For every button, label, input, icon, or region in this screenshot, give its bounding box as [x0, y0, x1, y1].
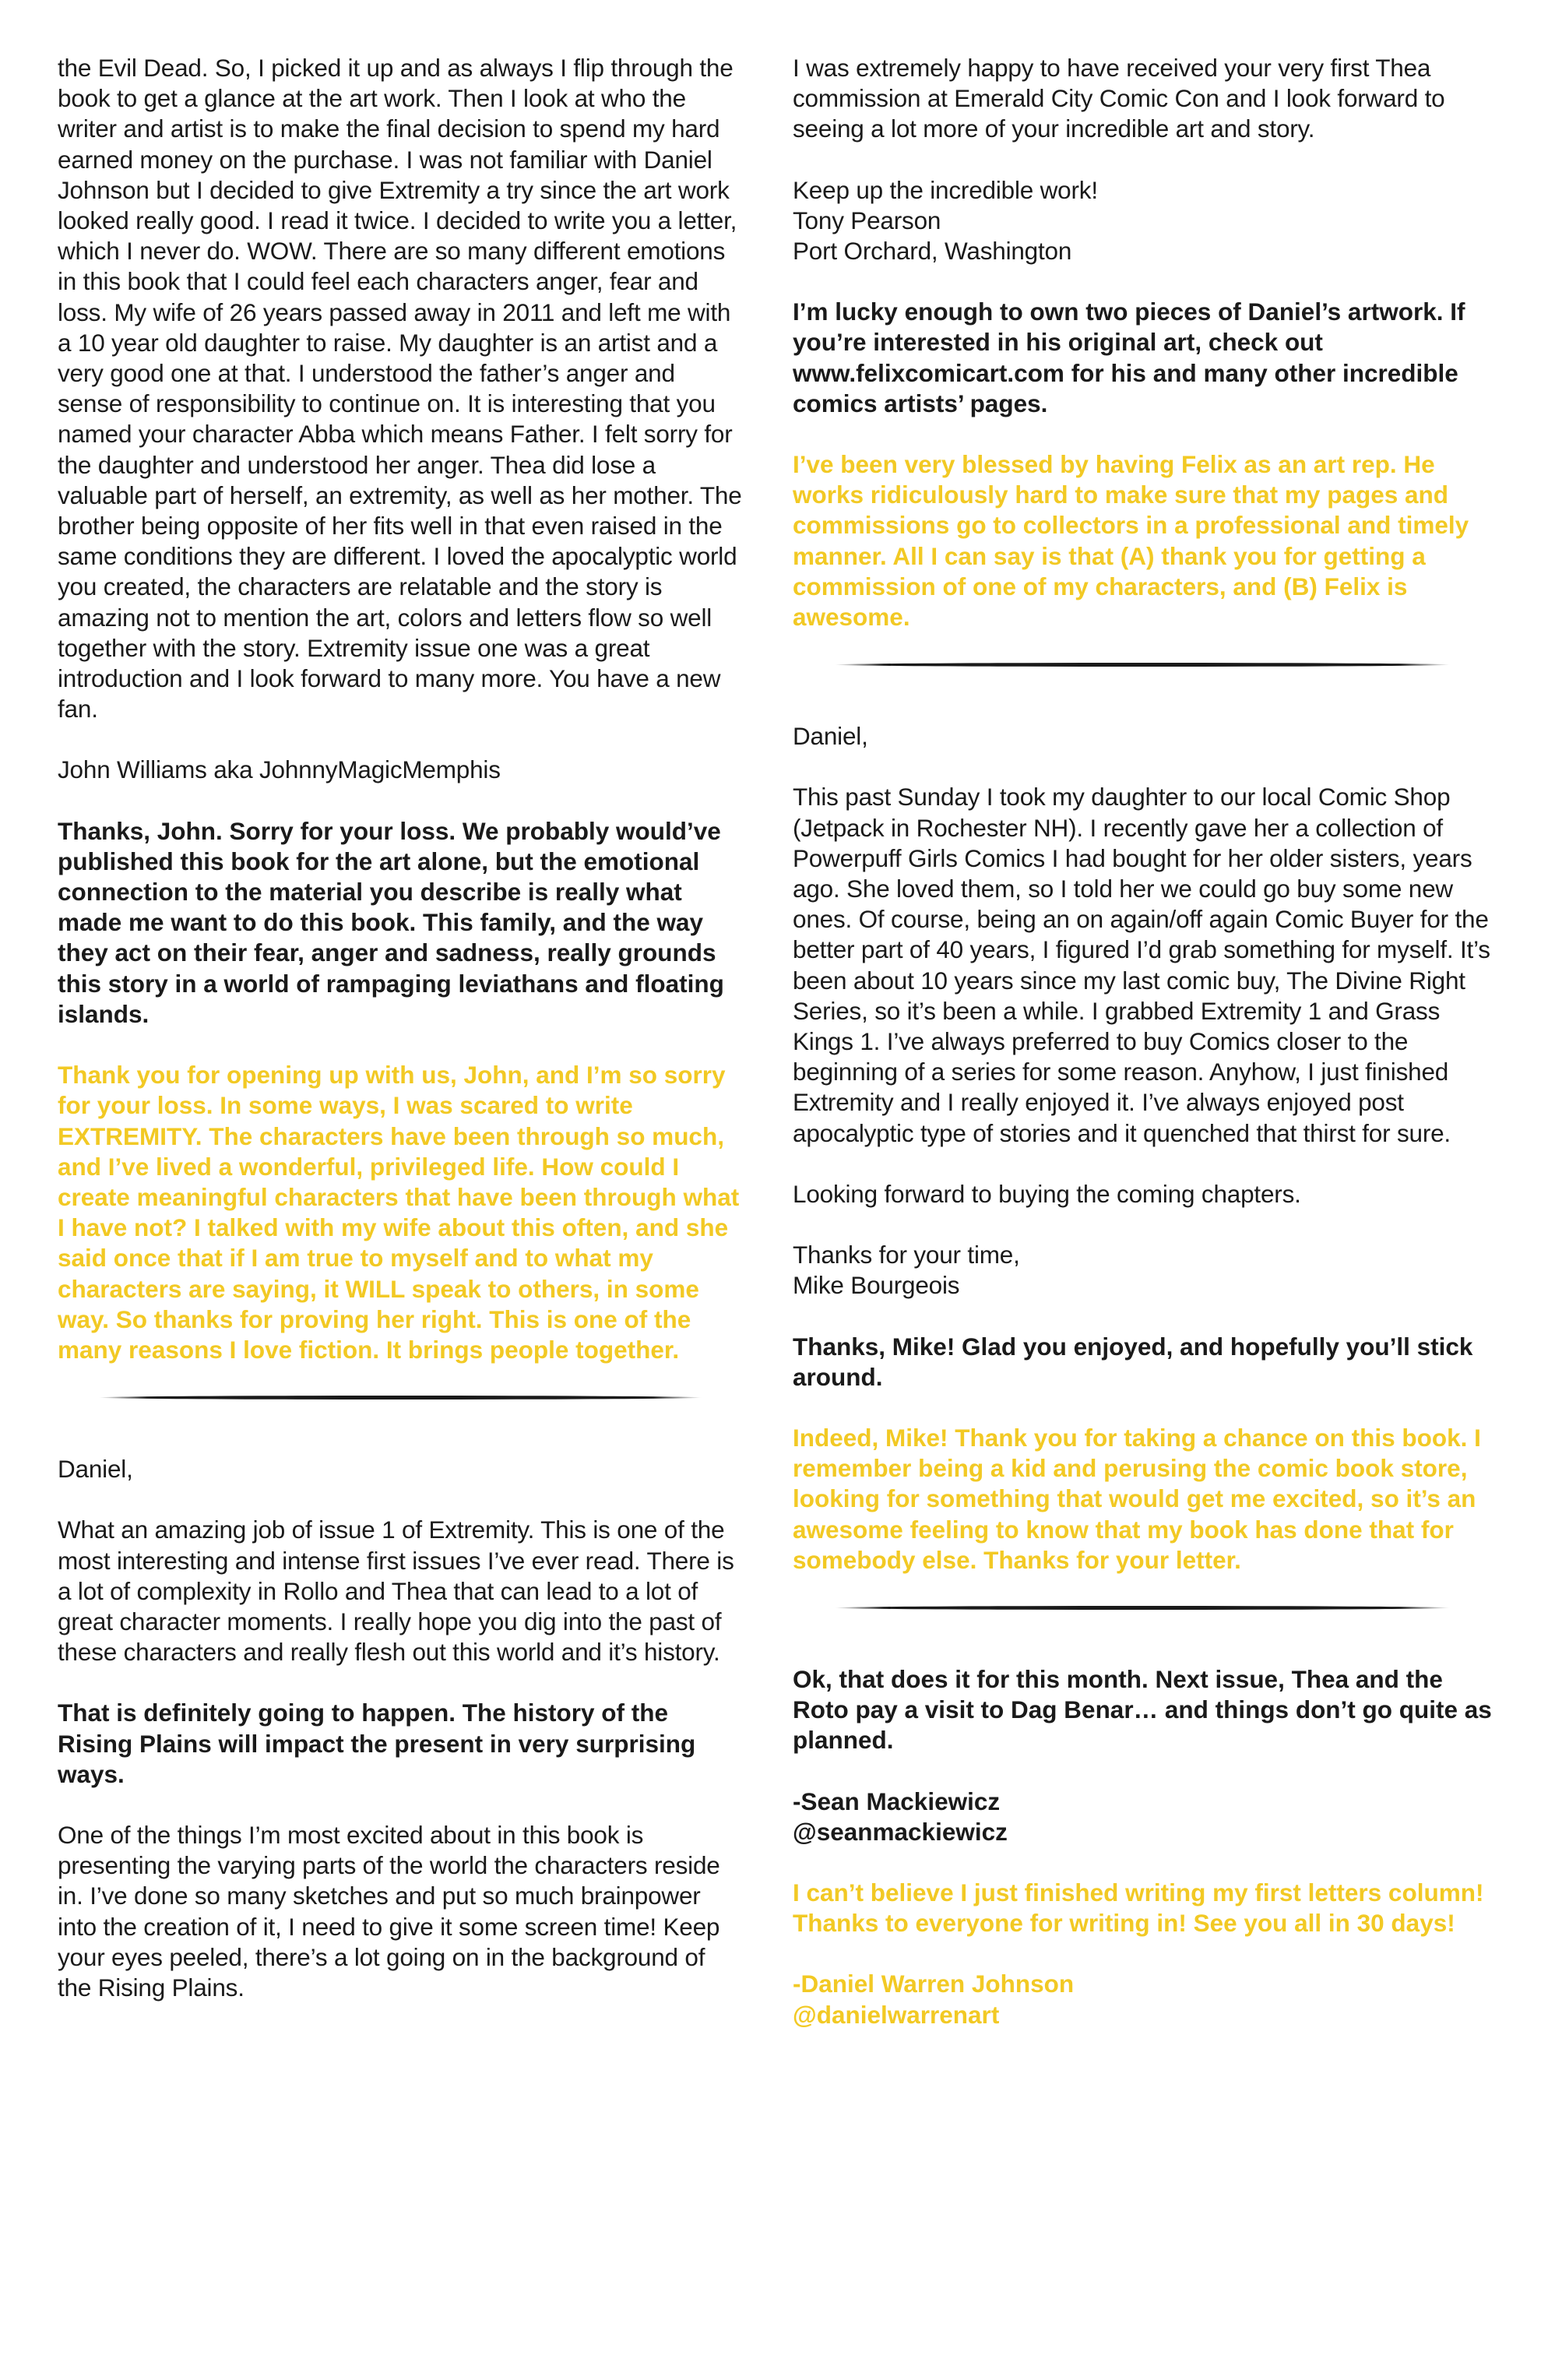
letter-location: Port Orchard, Washington [793, 237, 1072, 266]
letter-salutation: Daniel, [793, 722, 868, 751]
artist-reply: Indeed, Mike! Thank you for taking a chance on this book. I remember being a kid and perusing the comic book store, looking for something that would get me excited, so it’s an awesome feeling to know that my book has done that for somebody else. Thanks for your letter. [793, 1423, 1481, 1574]
editor-signature [793, 1787, 1492, 1847]
section-divider [99, 1396, 702, 1399]
letter-salutation: Daniel, [58, 1455, 133, 1484]
section-divider [835, 663, 1450, 667]
letter-closing [793, 1240, 1492, 1301]
letter-body: I was extremely happy to have received your very first Thea commission at Emerald City Comic Con and I look forward to seeing a lot more of your incredible art and story. [793, 54, 1445, 143]
letter-author: Tony Pearson [793, 206, 941, 234]
artist-signature [793, 1969, 1492, 2030]
letter-signature: John Williams aka JohnnyMagicMemphis [58, 755, 501, 784]
section-divider [835, 1606, 1450, 1610]
editor-closing: Ok, that does it for this month. Next issue, Thea and the Roto pay a visit to Dag Benar… and things don’t go quite as planned. [793, 1664, 1492, 1755]
editor-reply: Thanks, Mike! Glad you enjoyed, and hopefully you’ll stick around. [793, 1332, 1473, 1391]
artist-closing: I can’t believe I just finished writing my first letters column! Thanks to everyone for writing in! See you all in 30 days! [793, 1878, 1484, 1938]
artist-reply: One of the things I’m most excited about in this book is presenting the varying parts of the world the characters reside in. I’ve done so many sketches and put so much brainpower into the creation of it, I need to give it some screen time! Keep your eyes peeled, there’s a lot going on in the background of the Rising Plains. [58, 1820, 720, 2002]
artist-handle: @danielwarrenart [793, 2000, 1000, 2029]
letter-body: This past Sunday I took my daughter to our local Comic Shop (Jetpack in Rochester NH). I recently gave her a collection of Powerpuff Girls Comics I had bought for her older sisters, years ago. She loved them, so I told her we could go buy some new ones. Of course, being an on again/off again Comic Buyer for the better part of 40 years, I figured I’d grab something for myself. It’s been about 10 years since my last comic buy, The Divine Right Series, so it’s been a while. I grabbed Extremity 1 and Grass Kings 1. I’ve always preferred to buy Comics closer to the beginning of a series for some reason. Anyhow, I just finished Extremity and I really enjoyed it. I’ve always enjoyed post apocalyptic type of stories and it quenched that thirst for sure. [793, 783, 1490, 1147]
editor-reply: That is definitely going to happen. The history of the Rising Plains will impact the present in very surprising ways. [58, 1699, 696, 1788]
editor-reply: Thanks, John. Sorry for your loss. We probably would’ve published this book for the art alone, but the emotional connection to the material you describe is really what made me want to do this book. This family, and the way they act on their fear, anger and sadness, really grounds this story in a world of rampaging leviathans and floating islands. [58, 816, 724, 1028]
artist-reply: Thank you for opening up with us, John, and I’m so sorry for your loss. In some ways, I was scared to write EXTREMITY. The characters have been through so much, and I’ve lived a wonderful, privileged life. How could I create meaningful characters that have been through what I have not? I talked with my wife about this often, and she said once that if I am true to myself and to what my characters are saying, it WILL speak to others, in some way. So thanks for proving her right. This is one of the many reasons I love fiction. It brings people together. [58, 1061, 740, 1364]
right-column [793, 53, 1492, 2061]
letter-body: the Evil Dead. So, I picked it up and as always I flip through the book to get a glance at the art work. Then I look at who the writer and artist is to make the final decision to spend my hard earned money on the purchase. I was not familiar with Daniel Johnson but I decided to give Extremity a try since the art work looked really good. I read it twice. I decided to write you a letter, which I never do. WOW. There are so many different emotions in this book that I could feel each characters anger, fear and loss. My wife of 26 years passed away in 2011 and left me with a 10 year old daughter to raise. My daughter is an artist and a very good one at that. I understood the father’s anger and sense of responsibility to continue on. It is interesting that you named your character Abba which means Father. I felt sorry for the daughter and understood her anger. Thea did lose a valuable part of herself, an extremity, as well as her mother. The brother being opposite of her fits well in that even raised in the same conditions they are different. I loved the apocalyptic world you created, the characters are relatable and the story is amazing not to mention the art, colors and letters flow so well together with the story. Extremity issue one was a great introduction and I look forward to many more. You have a new fan. [58, 54, 742, 724]
letter-closing [793, 175, 1492, 267]
letter-author: Mike Bourgeois [793, 1271, 960, 1300]
letter-body: Looking forward to buying the coming chapters. [793, 1179, 1301, 1208]
editor-name: -Sean Mackiewicz [793, 1787, 1001, 1815]
artist-name: -Daniel Warren Johnson [793, 1970, 1075, 1998]
artist-reply: I’ve been very blessed by having Felix as an art rep. He works ridiculously hard to make sure that my pages and commissions go to collectors in a professional and timely manner. All I can say is that (A) thank you for getting a commission of one of my characters, and (B) Felix is awesome. [793, 450, 1469, 632]
letter-body: What an amazing job of issue 1 of Extremity. This is one of the most interesting and intense first issues I’ve ever read. There is a lot of complexity in Rollo and Thea that can lead to a lot of great character moments. I really hope you dig into the past of these characters and really flesh out this world and it’s history. [58, 1516, 734, 1667]
editor-reply: I’m lucky enough to own two pieces of Daniel’s artwork. If you’re interested in his original art, check out www.felixcomicart.com for his and many other incredible comics artists’ pages. [793, 298, 1465, 417]
editor-handle: @seanmackiewicz [793, 1817, 1008, 1846]
closing-line: Keep up the incredible work! [793, 175, 1098, 204]
closing-line: Thanks for your time, [793, 1241, 1020, 1269]
left-column [58, 53, 743, 2033]
